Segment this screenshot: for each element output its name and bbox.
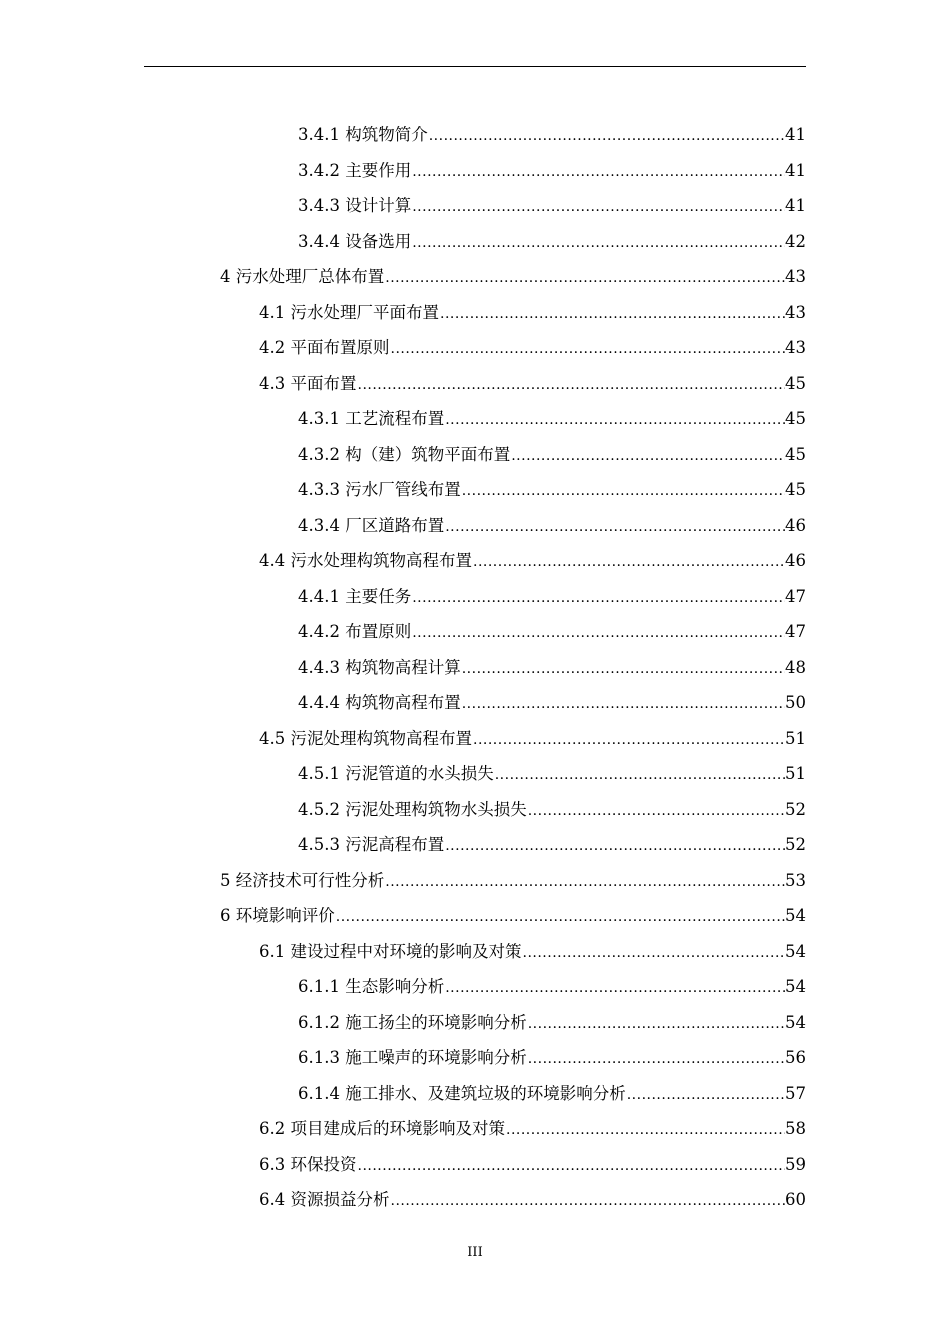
- toc-dot-leader: [357, 374, 786, 396]
- toc-dot-leader: [428, 125, 785, 147]
- toc-entry-page: 45: [785, 409, 806, 429]
- toc-entry-page: 45: [785, 373, 806, 393]
- toc-entry[interactable]: [0, 722, 950, 758]
- toc-entry-page: 43: [785, 338, 806, 358]
- toc-entry-page: 54: [785, 941, 806, 961]
- toc-entry[interactable]: [0, 1112, 950, 1148]
- toc-entry-line: [298, 515, 806, 538]
- toc-dot-leader: [411, 587, 785, 609]
- toc-entry-title: 4.4.1 主要任务: [298, 586, 412, 606]
- toc-entry-page: 45: [785, 480, 806, 500]
- toc-entry[interactable]: [0, 1041, 950, 1077]
- toc-entry-page: 52: [785, 799, 806, 819]
- toc-entry-line: [298, 1012, 806, 1035]
- toc-entry-page: 51: [785, 728, 806, 748]
- toc-entry-line: [298, 586, 806, 609]
- toc-entry-title: 3.4.1 构筑物简介: [298, 125, 428, 145]
- toc-entry[interactable]: [0, 651, 950, 687]
- toc-entry-page: 41: [785, 160, 806, 180]
- toc-entry[interactable]: [0, 686, 950, 722]
- toc-entry-title: 4.5.3 污泥高程布置: [298, 835, 445, 855]
- toc-dot-leader: [411, 161, 785, 183]
- toc-entry[interactable]: [0, 1183, 950, 1219]
- table-of-contents: [0, 118, 950, 1219]
- toc-entry[interactable]: [0, 509, 950, 545]
- toc-entry[interactable]: [0, 970, 950, 1006]
- toc-entry-page: 53: [785, 870, 806, 890]
- toc-entry-page: 54: [785, 977, 806, 997]
- toc-entry-line: [220, 266, 806, 289]
- toc-entry-line: [259, 1154, 806, 1177]
- toc-entry[interactable]: [0, 118, 950, 154]
- toc-dot-leader: [461, 480, 785, 502]
- toc-entry-page: 46: [785, 515, 806, 535]
- toc-entry-title: 6.2 项目建成后的环境影响及对策: [259, 1119, 505, 1139]
- toc-entry-page: 58: [785, 1119, 806, 1139]
- toc-dot-leader: [390, 1190, 786, 1212]
- toc-entry-page: 43: [785, 302, 806, 322]
- toc-entry-title: 6.1 建设过程中对环境的影响及对策: [259, 941, 522, 961]
- toc-entry[interactable]: [0, 402, 950, 438]
- toc-entry-line: [298, 160, 806, 183]
- toc-entry-title: 4 污水处理厂总体布置: [220, 267, 385, 287]
- toc-entry-line: [298, 444, 806, 467]
- toc-entry[interactable]: [0, 864, 950, 900]
- toc-entry[interactable]: [0, 438, 950, 474]
- toc-entry-title: 4.3.2 构（建）筑物平面布置: [298, 444, 511, 464]
- toc-entry[interactable]: [0, 189, 950, 225]
- toc-entry-line: [259, 1118, 806, 1141]
- toc-dot-leader: [527, 800, 785, 822]
- toc-entry-line: [220, 905, 806, 928]
- toc-entry-line: [298, 834, 806, 857]
- toc-entry-page: 60: [785, 1190, 806, 1210]
- toc-dot-leader: [494, 764, 785, 786]
- toc-entry-line: [259, 728, 806, 751]
- toc-entry[interactable]: [0, 225, 950, 261]
- toc-entry-page: 52: [785, 835, 806, 855]
- toc-entry-page: 41: [785, 125, 806, 145]
- toc-entry-page: 50: [785, 693, 806, 713]
- toc-entry[interactable]: [0, 367, 950, 403]
- toc-dot-leader: [522, 942, 786, 964]
- toc-entry-title: 6 环境影响评价: [220, 906, 335, 926]
- toc-entry[interactable]: [0, 899, 950, 935]
- header-rule: [144, 66, 806, 67]
- toc-entry-line: [259, 302, 806, 325]
- toc-entry-title: 3.4.2 主要作用: [298, 160, 412, 180]
- toc-entry-line: [298, 692, 806, 715]
- toc-dot-leader: [411, 622, 785, 644]
- toc-entry-line: [298, 763, 806, 786]
- toc-entry-title: 4.5 污泥处理构筑物高程布置: [259, 728, 472, 748]
- toc-entry[interactable]: [0, 1006, 950, 1042]
- toc-entry-line: [298, 479, 806, 502]
- toc-entry-page: 47: [785, 586, 806, 606]
- toc-dot-leader: [461, 658, 785, 680]
- toc-entry[interactable]: [0, 615, 950, 651]
- toc-entry-title: 6.1.1 生态影响分析: [298, 977, 445, 997]
- toc-entry-line: [298, 799, 806, 822]
- toc-entry-title: 4.2 平面布置原则: [259, 338, 390, 358]
- toc-entry-line: [298, 976, 806, 999]
- toc-entry-title: 5 经济技术可行性分析: [220, 870, 385, 890]
- toc-entry[interactable]: [0, 154, 950, 190]
- toc-entry-line: [298, 408, 806, 431]
- toc-dot-leader: [411, 232, 785, 254]
- toc-dot-leader: [461, 693, 785, 715]
- toc-entry-title: 4.4 污水处理构筑物高程布置: [259, 551, 472, 571]
- toc-dot-leader: [626, 1084, 785, 1106]
- toc-entry[interactable]: [0, 935, 950, 971]
- toc-entry[interactable]: [0, 757, 950, 793]
- toc-entry-title: 4.1 污水处理厂平面布置: [259, 302, 439, 322]
- toc-entry-page: 56: [785, 1048, 806, 1068]
- toc-dot-leader: [390, 338, 786, 360]
- toc-entry-title: 3.4.4 设备选用: [298, 231, 412, 251]
- toc-entry[interactable]: [0, 828, 950, 864]
- toc-entry-page: 48: [785, 657, 806, 677]
- toc-dot-leader: [527, 1013, 785, 1035]
- toc-entry-title: 4.3.4 厂区道路布置: [298, 515, 445, 535]
- toc-entry[interactable]: [0, 1077, 950, 1113]
- toc-entry-line: [220, 870, 806, 893]
- toc-entry-page: 59: [785, 1154, 806, 1174]
- toc-dot-leader: [335, 906, 785, 928]
- toc-entry-page: 57: [785, 1083, 806, 1103]
- toc-entry-title: 4.3 平面布置: [259, 373, 357, 393]
- toc-entry-title: 4.4.2 布置原则: [298, 622, 412, 642]
- toc-dot-leader: [444, 977, 785, 999]
- toc-dot-leader: [444, 516, 785, 538]
- toc-entry-line: [298, 621, 806, 644]
- toc-dot-leader: [439, 303, 785, 325]
- toc-entry-page: 46: [785, 551, 806, 571]
- toc-entry[interactable]: [0, 1148, 950, 1184]
- toc-dot-leader: [411, 196, 785, 218]
- toc-entry[interactable]: [0, 473, 950, 509]
- toc-entry-page: 54: [785, 1012, 806, 1032]
- toc-entry-line: [298, 124, 806, 147]
- toc-entry-line: [298, 231, 806, 254]
- toc-entry-line: [298, 1047, 806, 1070]
- toc-entry-page: 45: [785, 444, 806, 464]
- toc-entry-title: 4.4.3 构筑物高程计算: [298, 657, 461, 677]
- toc-dot-leader: [527, 1048, 785, 1070]
- toc-entry-page: 43: [785, 267, 806, 287]
- toc-entry-line: [259, 550, 806, 573]
- toc-entry-line: [259, 941, 806, 964]
- toc-entry-title: 6.1.2 施工扬尘的环境影响分析: [298, 1012, 527, 1032]
- toc-dot-leader: [472, 729, 785, 751]
- toc-dot-leader: [384, 871, 785, 893]
- toc-entry-title: 6.3 环保投资: [259, 1154, 357, 1174]
- toc-entry-title: 6.1.3 施工噪声的环境影响分析: [298, 1048, 527, 1068]
- toc-dot-leader: [510, 445, 785, 467]
- toc-entry[interactable]: [0, 260, 950, 296]
- toc-entry-page: 41: [785, 196, 806, 216]
- toc-entry[interactable]: [0, 793, 950, 829]
- toc-dot-leader: [384, 267, 785, 289]
- toc-entry-page: 47: [785, 622, 806, 642]
- toc-entry-line: [259, 1189, 806, 1212]
- toc-entry-line: [298, 1083, 806, 1106]
- toc-entry-line: [298, 657, 806, 680]
- toc-entry[interactable]: [0, 296, 950, 332]
- toc-entry-title: 4.5.2 污泥处理构筑物水头损失: [298, 799, 527, 819]
- toc-entry[interactable]: [0, 331, 950, 367]
- toc-dot-leader: [444, 409, 785, 431]
- toc-entry-line: [259, 337, 806, 360]
- toc-entry-line: [298, 195, 806, 218]
- toc-entry-line: [259, 373, 806, 396]
- toc-dot-leader: [357, 1155, 786, 1177]
- toc-entry-title: 4.4.4 构筑物高程布置: [298, 693, 461, 713]
- toc-entry[interactable]: [0, 580, 950, 616]
- toc-entry-page: 54: [785, 906, 806, 926]
- toc-entry-title: 3.4.3 设计计算: [298, 196, 412, 216]
- toc-dot-leader: [505, 1119, 785, 1141]
- toc-dot-leader: [472, 551, 785, 573]
- toc-entry-title: 4.3.3 污水厂管线布置: [298, 480, 461, 500]
- toc-entry-title: 6.1.4 施工排水、及建筑垃圾的环境影响分析: [298, 1083, 626, 1103]
- toc-entry-title: 4.5.1 污泥管道的水头损失: [298, 764, 494, 784]
- toc-entry-title: 4.3.1 工艺流程布置: [298, 409, 445, 429]
- page-number: III: [467, 1245, 483, 1260]
- toc-dot-leader: [444, 835, 785, 857]
- toc-entry-page: 42: [785, 231, 806, 251]
- toc-entry-page: 51: [785, 764, 806, 784]
- toc-entry[interactable]: [0, 544, 950, 580]
- toc-entry-title: 6.4 资源损益分析: [259, 1190, 390, 1210]
